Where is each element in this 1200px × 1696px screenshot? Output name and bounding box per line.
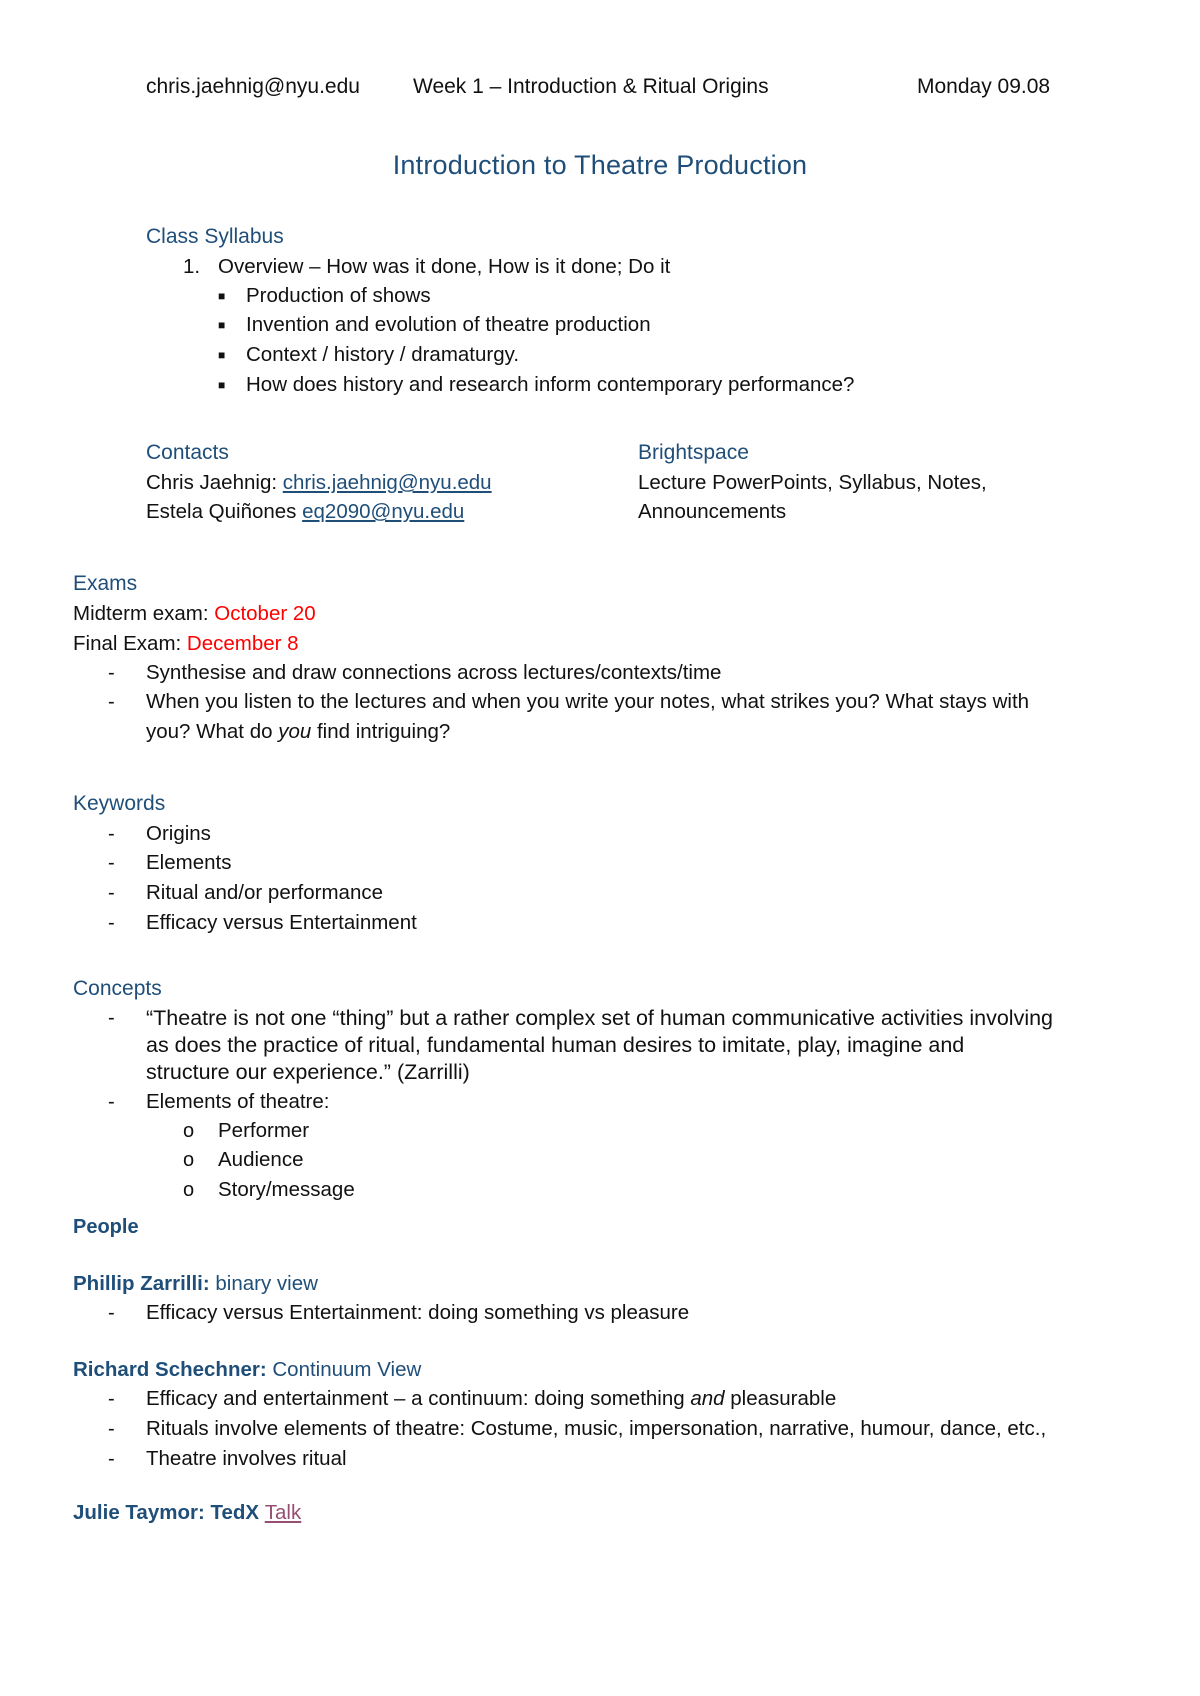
exam-point-continued [146, 719, 450, 745]
square-bullet-icon: ■ [218, 378, 226, 392]
page-title: Introduction to Theatre Production [392, 150, 808, 180]
contacts-heading: Contacts [146, 441, 229, 464]
midterm-date: October 20 [214, 602, 316, 625]
dash-bullet: - [108, 882, 115, 904]
exam-point-emphasis: you [278, 720, 312, 743]
contact-estela-email-link[interactable]: eq2090@nyu.edu [302, 500, 465, 523]
final-exam [73, 631, 299, 657]
contact-estela-label: Estela Quiñones [146, 500, 303, 523]
dash-bullet: - [108, 852, 115, 874]
schechner-point [146, 1386, 836, 1412]
exams-heading: Exams [73, 572, 138, 595]
concept-quote-line: as does the practice of ritual, fundamental human desires to imitate, play, imagine and [146, 1033, 965, 1057]
keyword-item: Efficacy versus Entertainment [146, 911, 417, 934]
syllabus-item-text: Overview – How was it done, How is it done; Do it [218, 255, 671, 278]
taymor-name: Julie Taymor: TedX [73, 1501, 265, 1524]
syllabus-bullet: Production of shows [246, 284, 431, 307]
keyword-item: Origins [146, 822, 211, 845]
concepts-heading: Concepts [73, 977, 162, 1000]
brightspace-line: Lecture PowerPoints, Syllabus, Notes, [638, 471, 987, 494]
circle-bullet-icon: o [183, 1120, 195, 1142]
zarrilli-name: Phillip Zarrilli: [73, 1272, 216, 1295]
final-label: Final Exam: [73, 632, 187, 655]
concept-quote-line: structure our experience.” (Zarrilli) [146, 1060, 470, 1084]
concept-quote-line: “Theatre is not one “thing” but a rather complex set of human communicative activities involving [146, 1006, 1054, 1030]
zarrilli-point: Efficacy versus Entertainment: doing something vs pleasure [146, 1301, 690, 1324]
square-bullet-icon: ■ [218, 318, 226, 332]
element-item: Audience [218, 1148, 304, 1171]
dash-bullet: - [108, 1388, 115, 1410]
keyword-item: Ritual and/or performance [146, 881, 384, 904]
syllabus-item-number: 1. [183, 255, 201, 278]
keywords-heading: Keywords [73, 792, 166, 815]
dash-bullet: - [108, 912, 115, 934]
contact-chris-label: Chris Jaehnig: [146, 471, 283, 494]
schechner-point-emphasis: and [690, 1387, 725, 1410]
dash-bullet: - [108, 1091, 115, 1113]
schechner-point: Rituals involve elements of theatre: Costume, music, impersonation, narrative, humour, dance, etc., [146, 1417, 1047, 1440]
keyword-item: Elements [146, 851, 232, 874]
dash-bullet: - [108, 1007, 115, 1029]
circle-bullet-icon: o [183, 1179, 195, 1201]
people-heading: People [73, 1216, 139, 1238]
brightspace-line: Announcements [638, 500, 787, 523]
dash-bullet: - [108, 662, 115, 684]
exam-point: Synthesise and draw connections across lectures/contexts/time [146, 661, 722, 684]
element-item: Story/message [218, 1178, 355, 1201]
schechner-point: Theatre involves ritual [146, 1447, 347, 1470]
taymor-talk-link[interactable]: Talk [264, 1501, 302, 1524]
person-taymor [73, 1500, 301, 1526]
brightspace-heading: Brightspace [638, 441, 749, 464]
dash-bullet: - [108, 823, 115, 845]
header-email: chris.jaehnig@nyu.edu [146, 75, 360, 98]
dash-bullet: - [108, 1418, 115, 1440]
schechner-point-text: pleasurable [724, 1387, 837, 1410]
circle-bullet-icon: o [183, 1149, 195, 1171]
header-week: Week 1 – Introduction & Ritual Origins [413, 75, 769, 98]
midterm-label: Midterm exam: [73, 602, 215, 625]
exam-point-text: you? What do [146, 720, 279, 743]
schechner-point-text: Efficacy and entertainment – a continuum: doing something [146, 1387, 691, 1410]
header-date: Monday 09.08 [917, 75, 1051, 98]
zarrilli-view: binary view [215, 1272, 318, 1295]
element-item: Performer [218, 1119, 310, 1142]
syllabus-bullet: Context / history / dramaturgy. [246, 343, 520, 366]
exam-point: When you listen to the lectures and when you write your notes, what strikes you? What stays with [146, 690, 1030, 713]
contact-estela [146, 499, 464, 525]
schechner-name: Richard Schechner: [73, 1358, 273, 1381]
contact-chris-email-link[interactable]: chris.jaehnig@nyu.edu [282, 471, 492, 494]
person-schechner [73, 1357, 421, 1383]
square-bullet-icon: ■ [218, 348, 226, 362]
dash-bullet: - [108, 1302, 115, 1324]
midterm-exam [73, 601, 316, 627]
dash-bullet: - [108, 1448, 115, 1470]
schechner-view: Continuum View [272, 1358, 422, 1381]
person-zarrilli [73, 1271, 318, 1297]
syllabus-bullet: Invention and evolution of theatre production [246, 313, 651, 336]
square-bullet-icon: ■ [218, 289, 226, 303]
syllabus-heading: Class Syllabus [146, 225, 284, 248]
dash-bullet: - [108, 691, 115, 713]
syllabus-bullet: How does history and research inform contemporary performance? [246, 373, 855, 396]
contact-chris [146, 470, 492, 496]
final-date: December 8 [186, 632, 299, 655]
exam-point-text: find intriguing? [311, 720, 451, 743]
elements-label: Elements of theatre: [146, 1090, 330, 1113]
